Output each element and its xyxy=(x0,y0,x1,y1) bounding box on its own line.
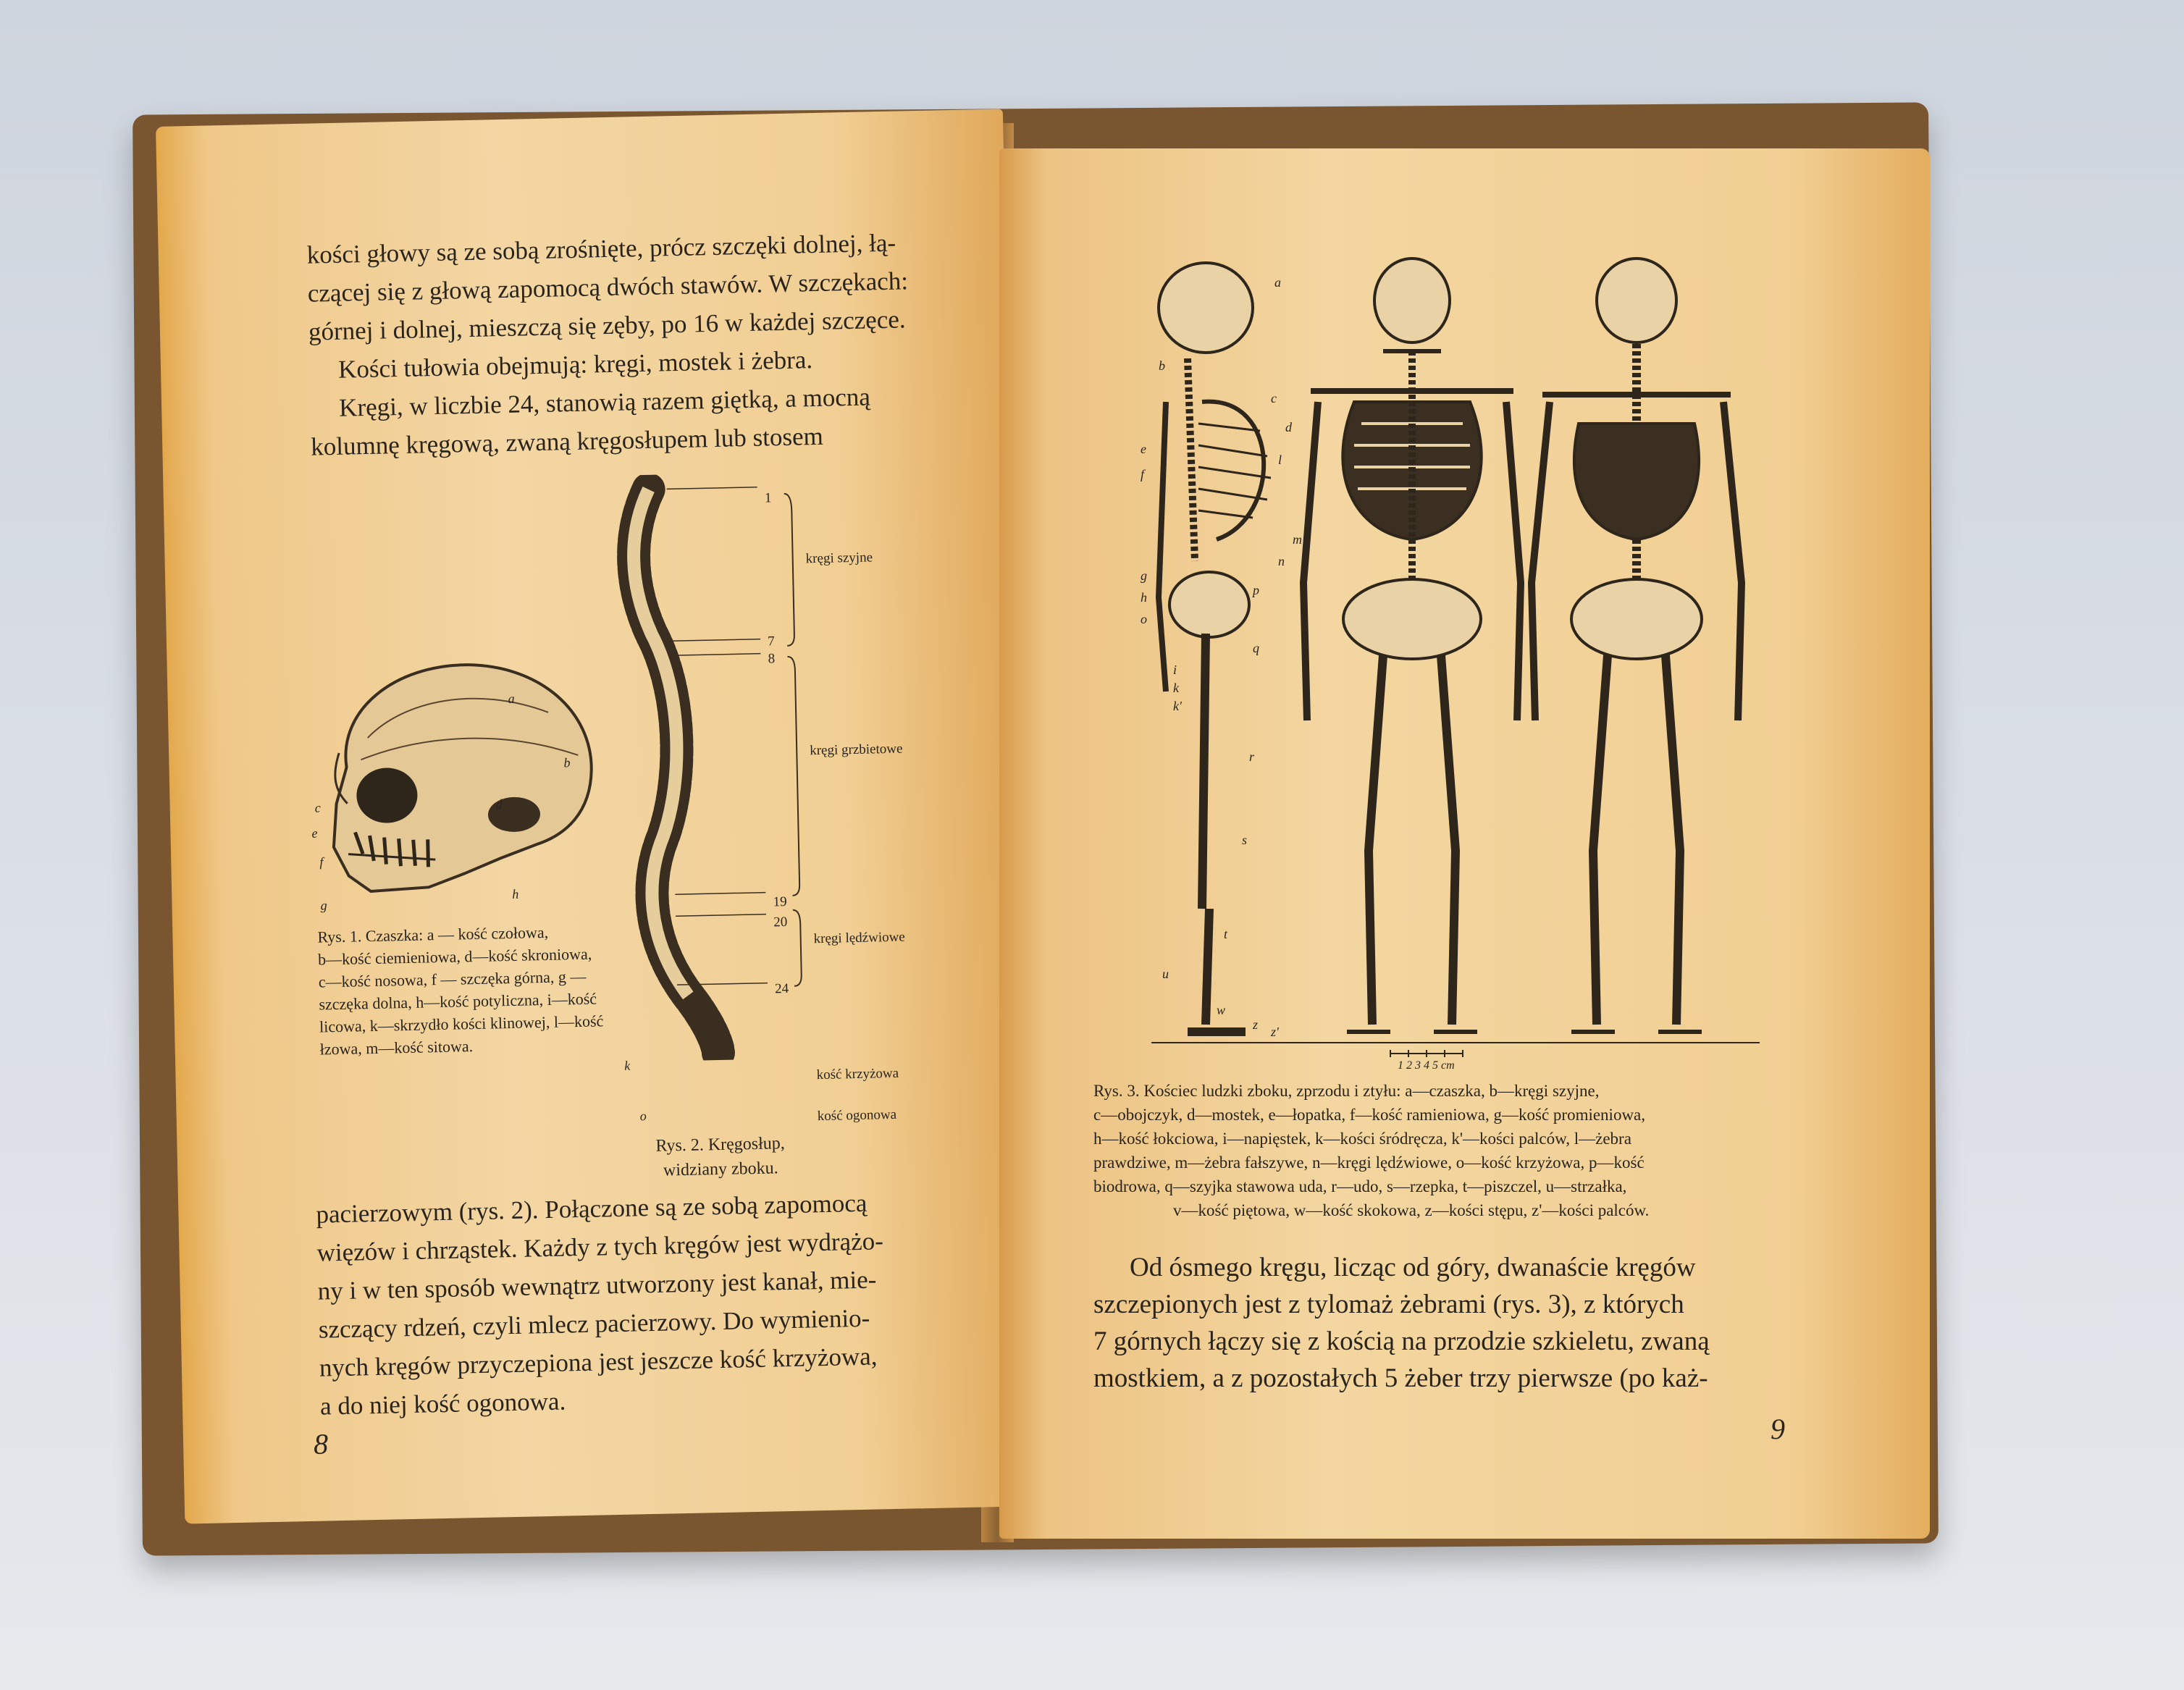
right-page xyxy=(999,148,1930,1539)
text-line: górnej i dolnej, mieszczą się zęby, po 16 w każdej szczęce. xyxy=(308,305,906,346)
spine-number: 8 xyxy=(768,651,776,667)
spine-caption xyxy=(640,1131,800,1184)
spine-number: 1 xyxy=(764,490,772,506)
spine-number: 7 xyxy=(767,634,775,649)
text-line: 7 górnych łączy się z kością na przodzie szkieletu, zwaną xyxy=(1093,1327,1710,1356)
skeleton-letter: g xyxy=(1141,568,1147,583)
left-bottom-text xyxy=(316,1182,950,1425)
text-line: Kręgi, w liczbie 24, stanowią razem giętką, a mocną xyxy=(338,382,871,422)
caption-line: widziany zboku. xyxy=(663,1159,778,1180)
right-text xyxy=(1093,1249,1818,1397)
text-line: szczepionych jest z tylomaż żebrami (rys. 3), z których xyxy=(1093,1290,1684,1319)
spine-number: 20 xyxy=(773,914,788,930)
text-line: mostkiem, a z pozostałych 5 żeber trzy pierwsze (po każ- xyxy=(1093,1363,1708,1393)
text-line: czącej się z głową zapomocą dwóch stawów. W szczękach: xyxy=(307,266,909,308)
scale-label: 1 2 3 4 5 cm xyxy=(1398,1059,1455,1072)
caption-line: c—kość nosowa, f — szczęka górna, g — xyxy=(318,967,587,991)
caption-line: biodrowa, q—szyjka stawowa uda, r—udo, s—rzepka, t—piszczel, u—strzałka, xyxy=(1093,1177,1627,1195)
text-line: Od ósmego kręgu, licząc od góry, dwanaście kręgów xyxy=(1130,1253,1696,1282)
skeleton-letter: r xyxy=(1249,749,1255,764)
spine-region-label: kręgi szyjne xyxy=(805,550,873,567)
skeleton-letter: i xyxy=(1173,663,1177,677)
skull-letter: g xyxy=(320,898,327,913)
skeleton-letter: w xyxy=(1217,1003,1226,1017)
skeleton-letter: f xyxy=(1141,467,1145,482)
skeleton-letter: n xyxy=(1278,554,1285,568)
skull-letter: a xyxy=(508,691,515,706)
caption-line: Rys. 1. Czaszka: a — kość czołowa, xyxy=(317,922,549,946)
text-line: więzów i chrząstek. Każdy z tych kręgów jest wydrążo- xyxy=(316,1227,884,1267)
spine-number: 19 xyxy=(773,894,787,910)
skeleton-letter: t xyxy=(1224,927,1228,941)
skull-letter: h xyxy=(512,886,519,901)
spine-region-label: kręgi lędźwiowe xyxy=(813,929,905,947)
caption-line: v—kość piętowa, w—kość skokowa, z—kości stępu, z'—kości palców. xyxy=(1173,1201,1650,1219)
left-top-text xyxy=(306,223,930,466)
skeleton-letter: z xyxy=(1253,1017,1259,1032)
spine-region-label: kość ogonowa xyxy=(817,1106,897,1124)
spine-illustration xyxy=(597,473,776,1063)
skull-letter: b xyxy=(563,755,571,770)
spine-letter: o xyxy=(639,1109,647,1124)
skeleton-letter: u xyxy=(1162,967,1169,981)
skull-illustration xyxy=(315,653,602,898)
skeleton-letter: q xyxy=(1253,641,1259,655)
skeleton-letter: d xyxy=(1285,420,1292,434)
skeleton-letter: k' xyxy=(1173,699,1182,713)
spine-letter: k xyxy=(624,1058,631,1073)
spine-number: 24 xyxy=(774,980,789,997)
skeleton-caption xyxy=(1093,1079,1803,1222)
skeleton-front xyxy=(1303,258,1521,1032)
spine-region-label: kręgi grzbietowe xyxy=(810,741,903,759)
caption-line: h—kość łokciowa, i—napięstek, k—kości śródręcza, k'—kości palców, l—żebra xyxy=(1093,1130,1631,1148)
caption-line: b—kość ciemieniowa, d—kość skroniowa, xyxy=(317,944,592,969)
skull-caption xyxy=(317,920,610,1060)
page-number: 8 xyxy=(313,1427,329,1460)
skeleton-letter: e xyxy=(1141,442,1146,456)
text-line: szczący rdzeń, czyli mlecz pacierzowy. Do wymienio- xyxy=(318,1303,870,1344)
skeleton-letter: l xyxy=(1278,453,1282,467)
skull-letter: e xyxy=(311,825,318,841)
text-line: Kości tułowia obejmują: kręgi, mostek i żebra. xyxy=(337,345,813,384)
text-line: pacierzowym (rys. 2). Połączone są ze sobą zapomocą xyxy=(316,1188,868,1229)
skeleton-letter: s xyxy=(1242,833,1248,847)
caption-line: szczęka dolna, h—kość potyliczna, i—kość xyxy=(319,989,597,1014)
caption-line: licowa, k—skrzydło kości klinowej, l—kość xyxy=(319,1012,604,1036)
spine-region-label: kość krzyżowa xyxy=(816,1065,899,1083)
caption-line: c—obojczyk, d—mostek, e—łopatka, f—kość ramieniowa, g—kość promieniowa, xyxy=(1093,1106,1646,1124)
text-line: a do niej kość ogonowa. xyxy=(319,1387,566,1421)
skeleton-letter: h xyxy=(1141,590,1147,605)
skull-letter: c xyxy=(314,800,321,815)
skeleton-letter: z' xyxy=(1271,1025,1279,1039)
text-line: ny i w ten sposób wewnątrz utworzony jest kanał, mie- xyxy=(317,1265,877,1306)
skeleton-back xyxy=(1532,258,1742,1032)
text-line: kolumnę kręgową, zwaną kręgosłupem lub stosem xyxy=(310,421,824,461)
skeleton-letter: k xyxy=(1173,681,1179,695)
skeleton-letter: c xyxy=(1271,391,1277,405)
skeleton-illustration xyxy=(1137,257,1774,1068)
skull-letter: f xyxy=(319,854,324,870)
caption-line: Rys. 3. Kościec ludzki zboku, zprzodu i ztyłu: a—czaszka, b—kręgi szyjne, xyxy=(1093,1082,1600,1100)
page-number: 9 xyxy=(1771,1413,1785,1445)
skeleton-letter: a xyxy=(1274,275,1281,290)
skeleton-letter: p xyxy=(1253,583,1259,597)
text-line: kości głowy są ze sobą zrośnięte, prócz szczęki dolnej, łą- xyxy=(306,228,896,269)
caption-line: prawdziwe, m—żebra fałszywe, n—kręgi lędźwiowe, o—kość krzyżowa, p—kość xyxy=(1093,1153,1645,1172)
skeleton-letter: o xyxy=(1141,612,1147,626)
text-line: nych kręgów przyczepiona jest jeszcze kość krzyżowa, xyxy=(319,1342,878,1382)
skull-letter: d xyxy=(495,796,503,812)
caption-line: łzowa, m—kość sitowa. xyxy=(319,1037,474,1059)
caption-line: Rys. 2. Kręgosłup, xyxy=(655,1134,786,1156)
left-page xyxy=(156,109,1032,1523)
skeleton-letter: b xyxy=(1159,358,1165,373)
skeleton-letter: m xyxy=(1293,532,1302,547)
